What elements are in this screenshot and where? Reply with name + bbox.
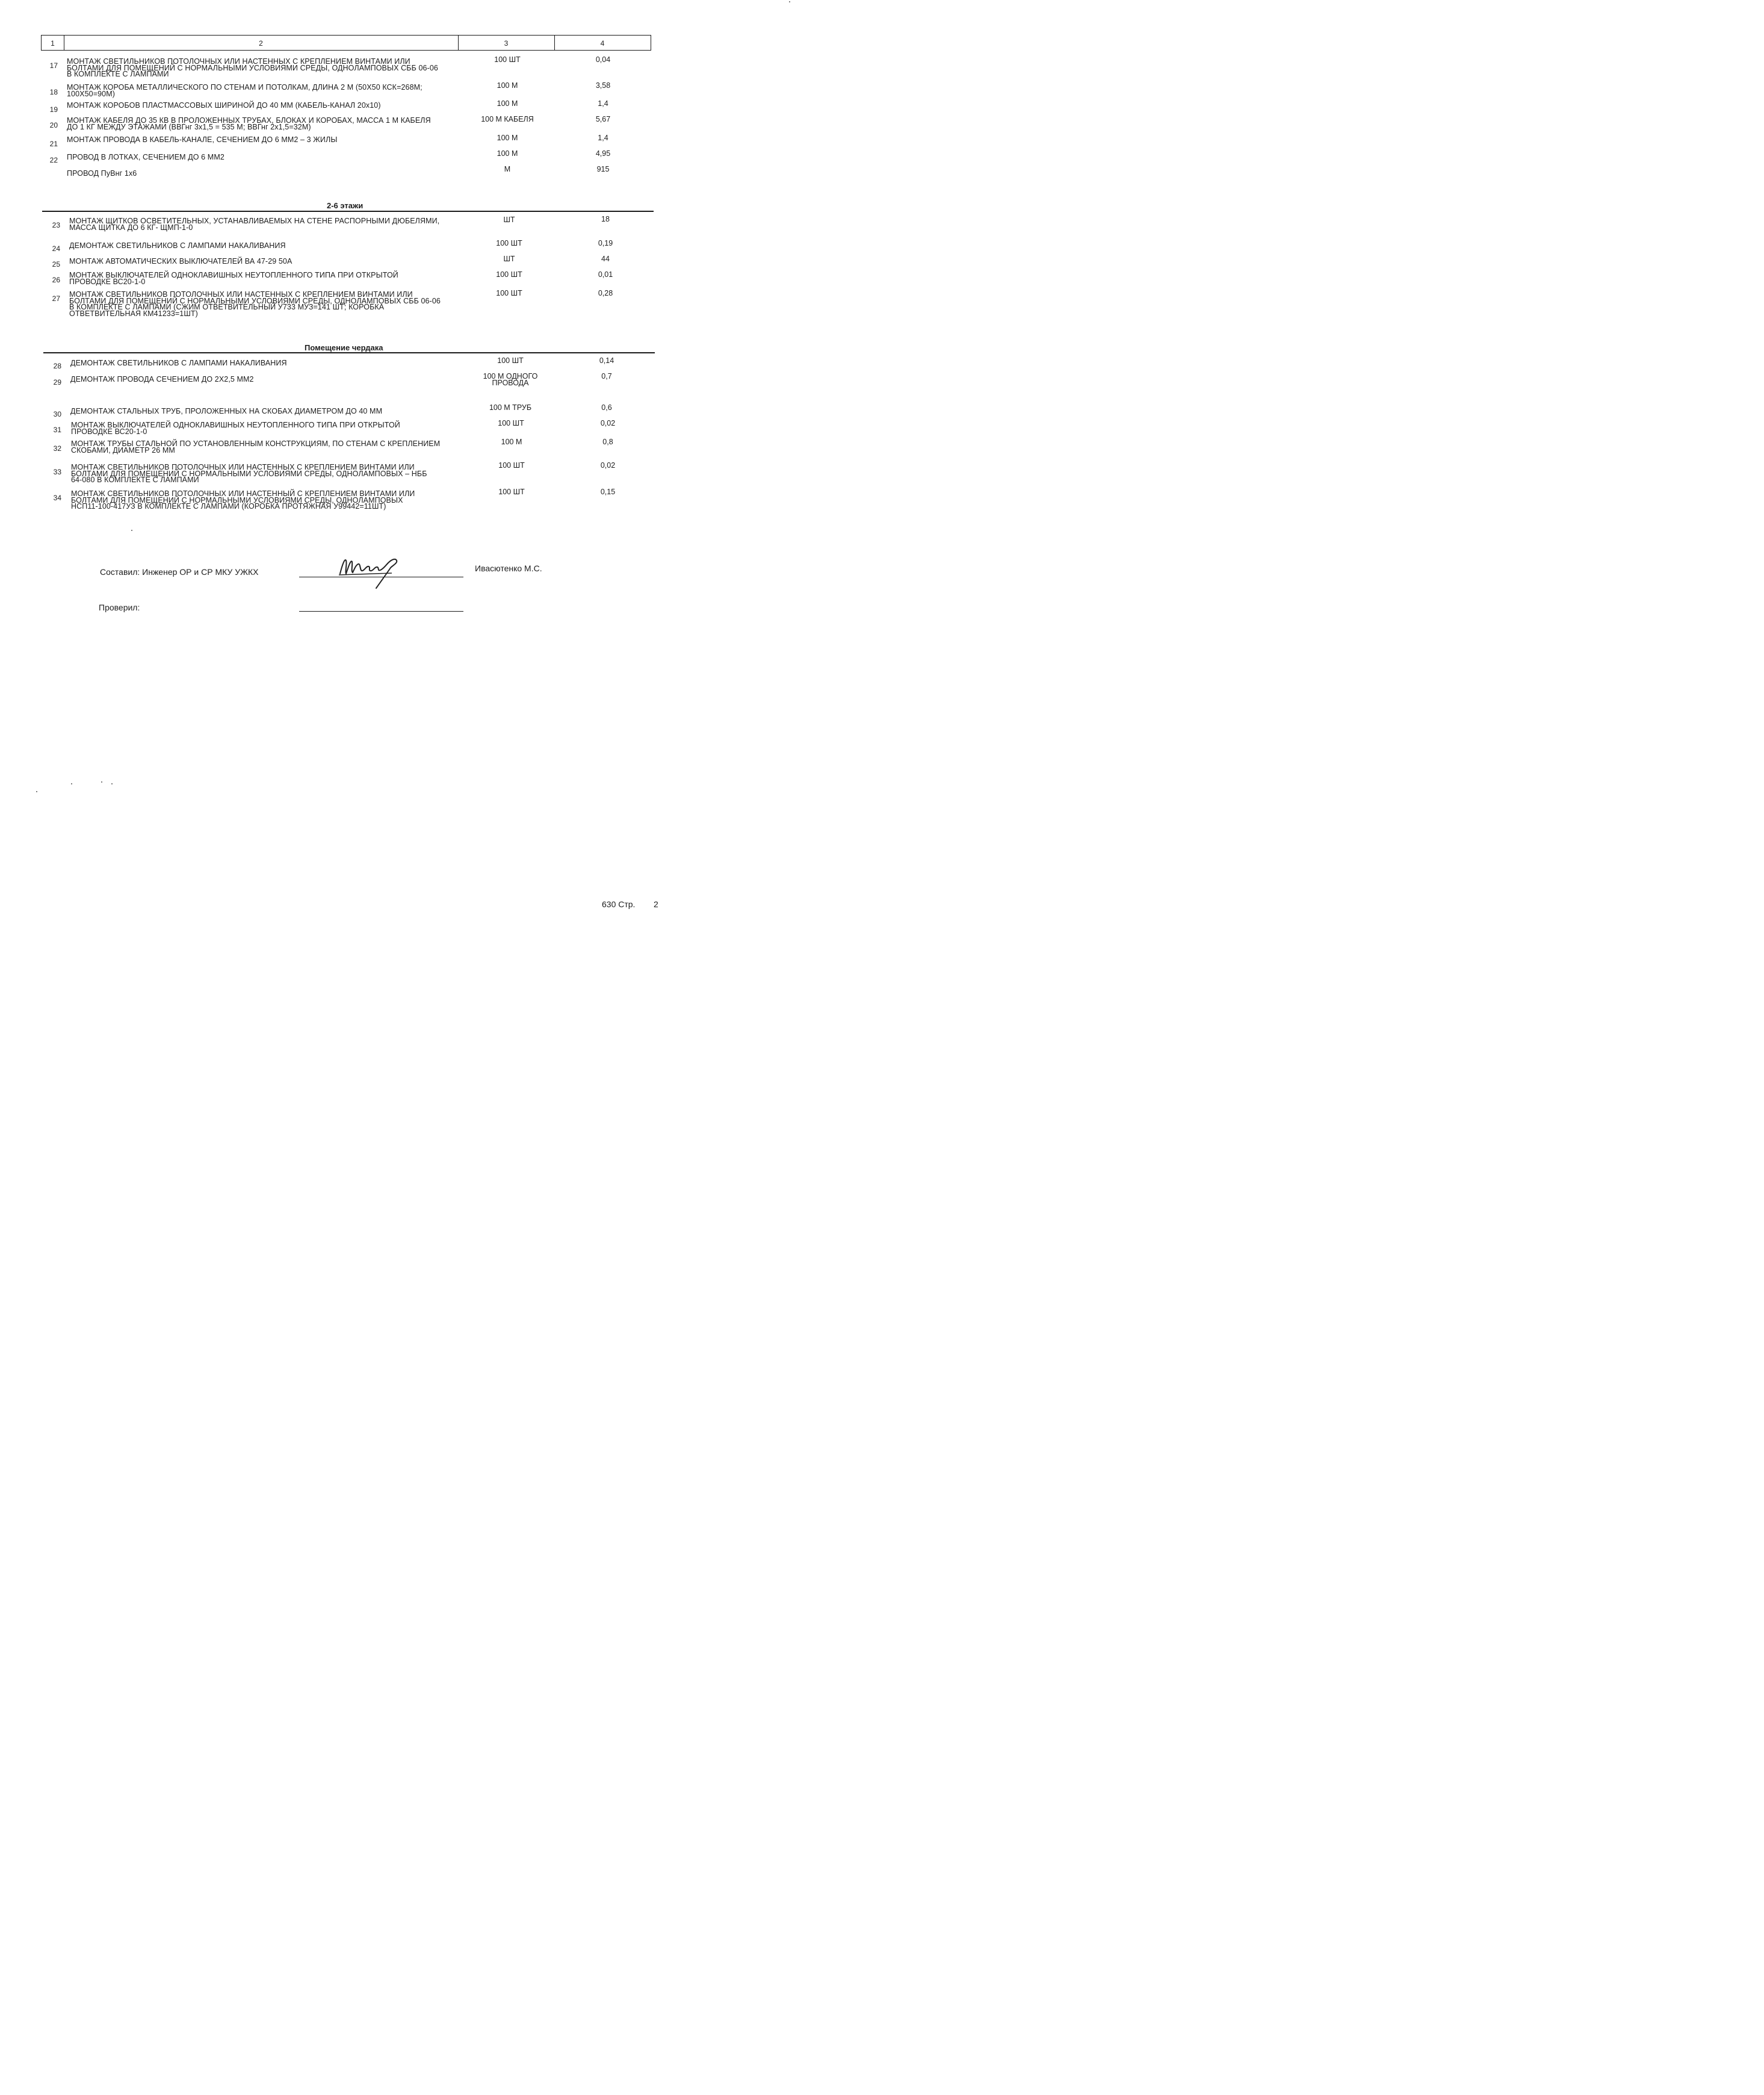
section-title: Помещение чердака bbox=[305, 343, 383, 352]
row-unit: 100 ШТ bbox=[496, 289, 522, 297]
row-description: МОНТАЖ АВТОМАТИЧЕСКИХ ВЫКЛЮЧАТЕЛЕЙ ВА 47-29 50А bbox=[69, 257, 292, 265]
row-quantity: 18 bbox=[601, 215, 610, 223]
checked-by-label: Проверил: bbox=[99, 603, 140, 612]
row-number: 29 bbox=[53, 378, 61, 386]
row-unit: 100 М КАБЕЛЯ bbox=[481, 115, 534, 123]
scan-speck bbox=[36, 791, 37, 792]
row-number: 17 bbox=[49, 61, 58, 70]
row-number: 26 bbox=[52, 276, 60, 284]
row-description: МОНТАЖ СВЕТИЛЬНИКОВ ПОТОЛОЧНЫХ ИЛИ НАСТЕННЫХ С КРЕПЛЕНИЕМ ВИНТАМИ ИЛИ БОЛТАМИ ДЛЯ ПОМЕЩЕНИЙ С НОРМАЛЬНЫМИ УСЛОВИЯМИ СРЕДЫ, ОДНОЛАМПОВЫХ – НББ 64-080 В КОМПЛЕКТЕ С ЛАМПАМИ bbox=[71, 463, 427, 484]
row-unit: 100 ШТ bbox=[498, 419, 524, 427]
composed-by-label: Составил: Инженер ОР и СР МКУ УЖКХ bbox=[100, 567, 259, 577]
row-quantity: 3,58 bbox=[595, 81, 611, 90]
row-number: 21 bbox=[49, 140, 58, 148]
row-quantity: 44 bbox=[601, 255, 610, 263]
row-number: 22 bbox=[49, 156, 58, 164]
row-quantity: 1,4 bbox=[598, 99, 608, 108]
row-description: МОНТАЖ СВЕТИЛЬНИКОВ ПОТОЛОЧНЫХ ИЛИ НАСТЕННЫЙ С КРЕПЛЕНИЕМ ВИНТАМИ ИЛИ БОЛТАМИ ДЛЯ ПОМЕЩЕНИЙ С НОРМАЛЬНЫМИ УСЛОВИЯМИ СРЕДЫ, ОДНОЛАМПОВЫХ НСП11-100-417УЗ В КОМПЛЕКТЕ С ЛАМПАМИ (КОРОБКА ПРОТЯЖНАЯ У99442=11ШТ) bbox=[71, 489, 415, 511]
row-number: 19 bbox=[49, 105, 58, 114]
row-number: 32 bbox=[53, 444, 61, 453]
row-quantity: 0,02 bbox=[600, 419, 616, 427]
row-description: ДЕМОНТАЖ ПРОВОДА СЕЧЕНИЕМ ДО 2Х2,5 ММ2 bbox=[70, 375, 254, 383]
row-quantity: 0,7 bbox=[601, 372, 612, 380]
row-unit: 100 М bbox=[497, 134, 518, 142]
row-description: МОНТАЖ ПРОВОДА В КАБЕЛЬ-КАНАЛЕ, СЕЧЕНИЕМ ДО 6 ММ2 – 3 ЖИЛЫ bbox=[67, 135, 338, 144]
scan-speck bbox=[101, 781, 102, 783]
row-unit: 100 ШТ bbox=[497, 356, 524, 365]
row-quantity: 5,67 bbox=[595, 115, 611, 123]
signature-line bbox=[299, 611, 463, 612]
row-unit: 100 ШТ bbox=[496, 239, 522, 247]
composer-name: Ивасютенко М.С. bbox=[475, 563, 542, 573]
row-description: МОНТАЖ СВЕТИЛЬНИКОВ ПОТОЛОЧНЫХ ИЛИ НАСТЕННЫХ С КРЕПЛЕНИЕМ ВИНТАМИ ИЛИ БОЛТАМИ ДЛЯ ПОМЕЩЕНИЙ С НОРМАЛЬНЫМИ УСЛОВИЯМИ СРЕДЫ, ОДНОЛАМПОВЫХ СББ 06-06 В КОМПЛЕКТЕ С ЛАМПАМИ (СЖИМ ОТВЕТВИТЕЛЬНЫЙ У733 МУЗ=141 ШТ; КОРОБКА ОТВЕТВИТЕЛЬНАЯ КМ41233=1ШТ) bbox=[69, 290, 441, 318]
header-col-2: 2 bbox=[259, 39, 263, 48]
row-description: МОНТАЖ ЩИТКОВ ОСВЕТИТЕЛЬНЫХ, УСТАНАВЛИВАЕМЫХ НА СТЕНЕ РАСПОРНЫМИ ДЮБЕЛЯМИ, МАССА ЩИТКА ДО 6 КГ- ЩМП-1-0 bbox=[69, 217, 440, 232]
scan-speck bbox=[131, 530, 132, 531]
row-description: ДЕМОНТАЖ СВЕТИЛЬНИКОВ С ЛАМПАМИ НАКАЛИВАНИЯ bbox=[70, 359, 287, 367]
row-description: ПРОВОД В ЛОТКАХ, СЕЧЕНИЕМ ДО 6 ММ2 bbox=[67, 153, 224, 161]
row-number: 27 bbox=[52, 294, 60, 303]
row-quantity: 0,8 bbox=[602, 438, 613, 446]
row-number: 23 bbox=[52, 221, 60, 229]
row-unit: 100 М ОДНОГО ПРОВОДА bbox=[483, 372, 538, 387]
scan-speck bbox=[111, 783, 113, 784]
row-unit: 100 ШТ bbox=[494, 55, 521, 64]
row-description: МОНТАЖ КАБЕЛЯ ДО 35 КВ В ПРОЛОЖЕННЫХ ТРУБАХ, БЛОКАХ И КОРОБАХ, МАССА 1 М КАБЕЛЯ ДО 1 КГ МЕЖДУ ЭТАЖАМИ (ВВГнг 3х1,5 = 535 М; ВВГнг 2х1,5=32М) bbox=[67, 116, 431, 131]
row-quantity: 0,01 bbox=[598, 270, 613, 279]
row-quantity: 4,95 bbox=[595, 149, 611, 158]
row-unit: 100 ШТ bbox=[498, 488, 525, 496]
scan-speck bbox=[71, 783, 72, 784]
scan-speck bbox=[789, 1, 790, 2]
row-description: МОНТАЖ ТРУБЫ СТАЛЬНОЙ ПО УСТАНОВЛЕННЫМ КОНСТРУКЦИЯМ, ПО СТЕНАМ С КРЕПЛЕНИЕМ СКОБАМИ, ДИАМЕТР 26 ММ bbox=[71, 439, 441, 455]
row-unit: 100 М bbox=[497, 149, 518, 158]
row-number: 20 bbox=[49, 121, 58, 129]
row-description: ДЕМОНТАЖ СВЕТИЛЬНИКОВ С ЛАМПАМИ НАКАЛИВАНИЯ bbox=[69, 241, 286, 250]
row-quantity: 0,6 bbox=[601, 403, 612, 412]
row-unit: ШТ bbox=[503, 216, 515, 224]
row-unit: М bbox=[504, 165, 511, 173]
row-description: ПРОВОД ПуВнг 1х6 bbox=[67, 169, 137, 178]
row-number: 18 bbox=[49, 88, 58, 96]
row-number: 30 bbox=[53, 410, 61, 418]
section-divider bbox=[43, 352, 655, 353]
row-unit: 100 М bbox=[497, 99, 518, 108]
row-unit: 100 ШТ bbox=[496, 270, 522, 279]
row-description: ДЕМОНТАЖ СТАЛЬНЫХ ТРУБ, ПРОЛОЖЕННЫХ НА СКОБАХ ДИАМЕТРОМ ДО 40 ММ bbox=[70, 407, 383, 415]
handwritten-signature-icon bbox=[334, 551, 406, 590]
row-number: 24 bbox=[52, 244, 60, 253]
document-pages: 630 Стр. bbox=[602, 899, 636, 909]
row-quantity: 0,14 bbox=[599, 356, 614, 365]
row-number: 25 bbox=[52, 260, 60, 268]
row-description: МОНТАЖ КОРОБОВ ПЛАСТМАССОВЫХ ШИРИНОЙ ДО 40 ММ (КАБЕЛЬ-КАНАЛ 20х10) bbox=[67, 101, 381, 110]
header-col-3: 3 bbox=[504, 39, 509, 48]
row-unit: 100 М bbox=[501, 438, 522, 446]
row-quantity: 0,28 bbox=[598, 289, 613, 297]
section-title: 2-6 этажи bbox=[327, 201, 364, 210]
row-unit: 100 М ТРУБ bbox=[489, 403, 532, 412]
row-number: 28 bbox=[53, 362, 61, 370]
row-description: МОНТАЖ СВЕТИЛЬНИКОВ ПОТОЛОЧНЫХ ИЛИ НАСТЕННЫХ С КРЕПЛЕНИЕМ ВИНТАМИ ИЛИ БОЛТАМИ ДЛЯ ПОМЕЩЕНИЙ С НОРМАЛЬНЫМИ УСЛОВИЯМИ СРЕДЫ, ОДНОЛАМПОВЫХ СББ 06-06 В КОМПЛЕКТЕ С ЛАМПАМИ bbox=[67, 57, 438, 78]
row-quantity: 0,02 bbox=[600, 461, 616, 470]
row-description: МОНТАЖ КОРОБА МЕТАЛЛИЧЕСКОГО ПО СТЕНАМ И ПОТОЛКАМ, ДЛИНА 2 М (50Х50 КСК=268М; 100Х50=90М) bbox=[67, 83, 422, 98]
header-col-4: 4 bbox=[600, 39, 605, 48]
page-number: 2 bbox=[654, 899, 658, 909]
row-quantity: 0,15 bbox=[600, 488, 616, 496]
section-divider bbox=[42, 211, 654, 212]
row-quantity: 915 bbox=[596, 165, 610, 173]
row-unit: 100 ШТ bbox=[498, 461, 525, 470]
row-description: МОНТАЖ ВЫКЛЮЧАТЕЛЕЙ ОДНОКЛАВИШНЫХ НЕУТОПЛЕННОГО ТИПА ПРИ ОТКРЫТОЙ ПРОВОДКЕ ВС20-1-0 bbox=[71, 421, 400, 436]
row-number: 31 bbox=[53, 426, 61, 434]
row-number: 33 bbox=[53, 468, 61, 476]
row-unit: 100 М bbox=[497, 81, 518, 90]
row-number: 34 bbox=[53, 494, 61, 502]
row-quantity: 0,04 bbox=[595, 55, 611, 64]
row-description: МОНТАЖ ВЫКЛЮЧАТЕЛЕЙ ОДНОКЛАВИШНЫХ НЕУТОПЛЕННОГО ТИПА ПРИ ОТКРЫТОЙ ПРОВОДКЕ ВС20-1-0 bbox=[69, 271, 398, 286]
row-quantity: 1,4 bbox=[598, 134, 608, 142]
row-quantity: 0,19 bbox=[598, 239, 613, 247]
row-unit: ШТ bbox=[503, 255, 515, 263]
header-col-1: 1 bbox=[51, 39, 55, 48]
table-header bbox=[41, 35, 651, 51]
